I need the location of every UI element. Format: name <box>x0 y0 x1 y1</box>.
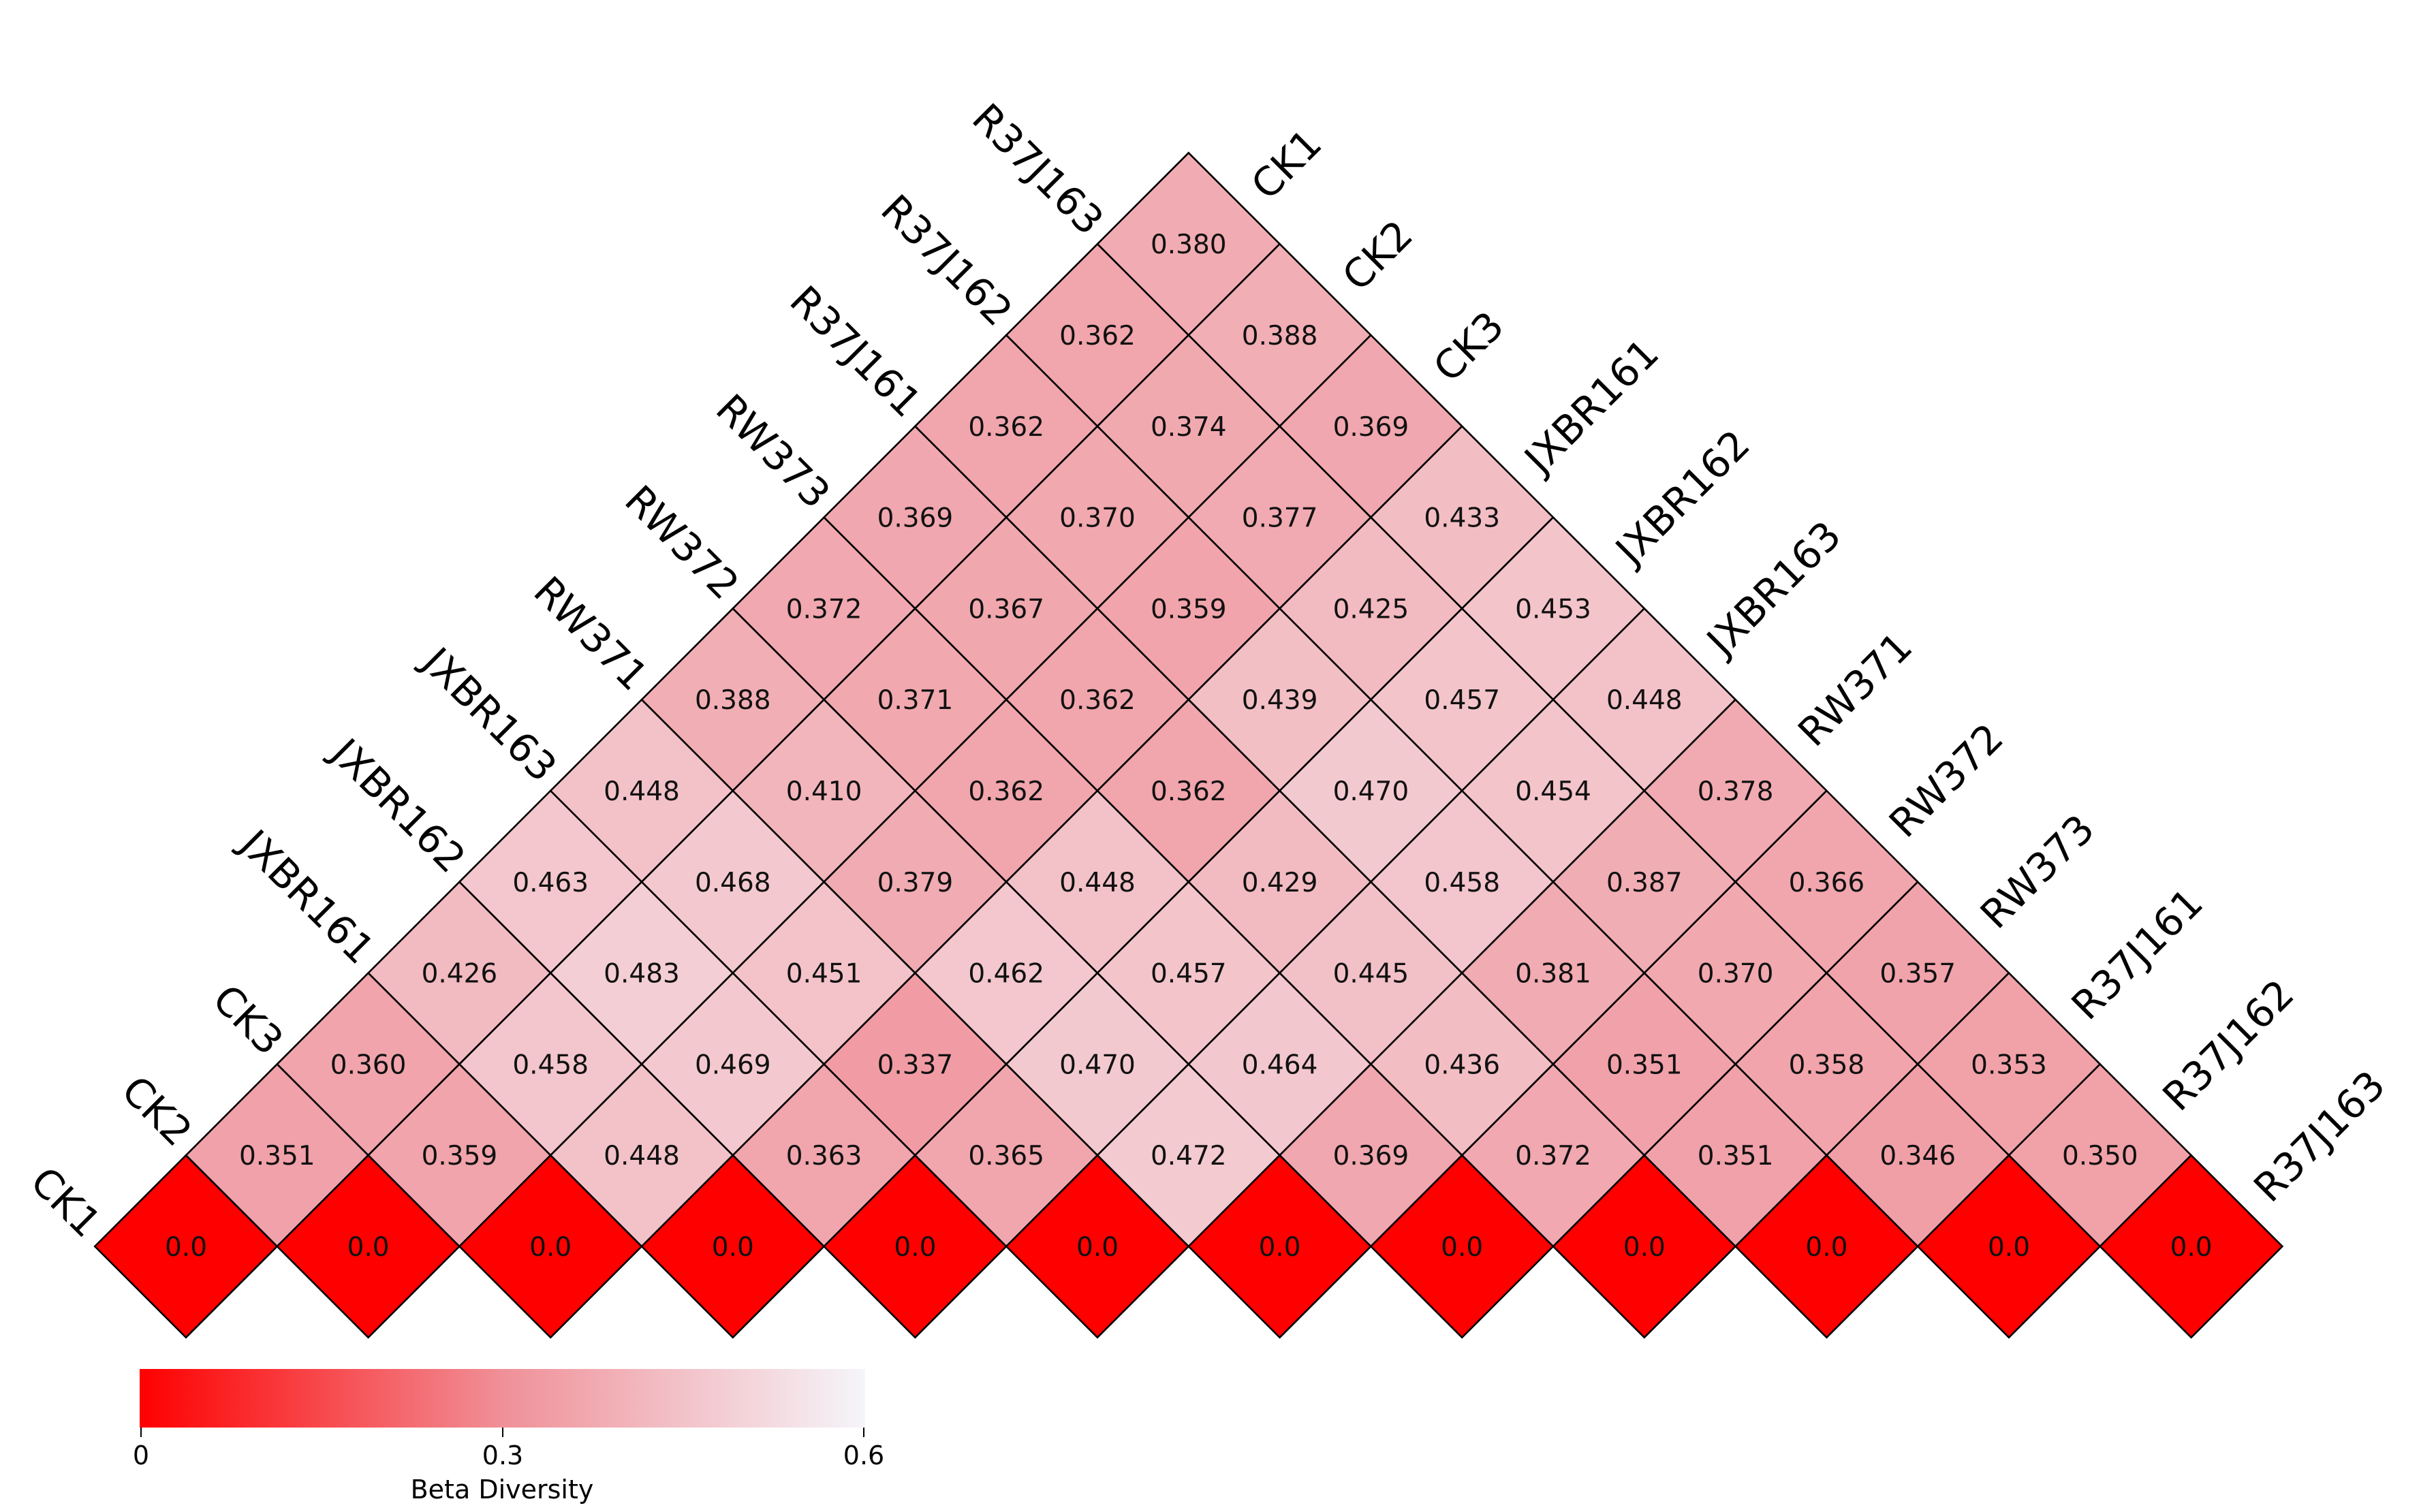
cell-value-JXBR162-JXBR161: 0.363 <box>785 1141 862 1172</box>
cell-value-RW372-CK2: 0.371 <box>877 685 954 716</box>
colorbar-gradient <box>140 1369 865 1428</box>
cell-value-R37J161-JXBR161: 0.439 <box>1241 685 1318 716</box>
cell-value-R37J163-R37J162: 0.350 <box>2061 1141 2138 1172</box>
left-label-RW371: RW371 <box>525 567 657 700</box>
cell-value-JXBR163-CK2: 0.468 <box>694 867 771 898</box>
cell-value-JXBR161-CK1: 0.426 <box>421 958 498 990</box>
left-label-RW372: RW372 <box>616 476 748 609</box>
right-label-R37J163: R37J163 <box>2245 1061 2394 1211</box>
cell-value-CK2-CK2: 0.0 <box>347 1232 390 1263</box>
cell-value-R37J162-RW371: 0.387 <box>1606 867 1683 898</box>
colorbar-tick-label-mid: 0.3 <box>482 1440 524 1470</box>
right-label-RW371: RW371 <box>1789 623 1922 755</box>
cell-value-R37J163-JXBR162: 0.453 <box>1515 594 1591 625</box>
left-label-CK3: CK3 <box>204 975 292 1065</box>
right-label-R37J161: R37J161 <box>2062 879 2212 1029</box>
cell-value-RW372-RW371: 0.369 <box>1332 1141 1409 1172</box>
cell-value-R37J162-CK3: 0.377 <box>1241 503 1318 534</box>
cell-value-R37J162-R37J161: 0.346 <box>1879 1141 1956 1172</box>
cell-value-JXBR163-JXBR162: 0.365 <box>968 1141 1045 1172</box>
cell-value-JXBR162-CK1: 0.463 <box>512 867 589 898</box>
cell-value-RW371-CK2: 0.410 <box>785 776 862 807</box>
cell-value-R37J162-R37J162: 0.0 <box>1987 1232 2031 1263</box>
cell-value-R37J163-RW373: 0.357 <box>1879 958 1956 990</box>
cell-value-CK3-CK1: 0.360 <box>330 1050 407 1081</box>
cell-value-JXBR162-CK3: 0.469 <box>694 1050 771 1081</box>
cell-value-RW372-RW372: 0.0 <box>1441 1232 1484 1263</box>
cell-value-R37J162-CK1: 0.362 <box>1059 321 1136 351</box>
cell-value-R37J163-RW371: 0.378 <box>1697 776 1774 807</box>
cell-value-JXBR161-CK2: 0.458 <box>512 1050 589 1081</box>
cell-value-R37J163-R37J163: 0.0 <box>2170 1232 2213 1263</box>
cell-value-RW372-JXBR162: 0.457 <box>1150 958 1227 990</box>
cell-value-RW372-CK3: 0.362 <box>968 776 1045 807</box>
right-label-CK1: CK1 <box>1242 120 1331 209</box>
left-label-R37J161: R37J161 <box>781 277 931 426</box>
right-label-JXBR163: JXBR163 <box>1698 512 1850 665</box>
right-label-CK2: CK2 <box>1333 211 1422 300</box>
cell-value-JXBR162-JXBR162: 0.0 <box>894 1232 937 1263</box>
cell-value-R37J161-CK3: 0.359 <box>1150 594 1227 625</box>
colorbar-title: Beta Diversity <box>410 1475 594 1505</box>
cell-value-R37J163-RW372: 0.366 <box>1788 867 1865 898</box>
cell-value-CK2-CK1: 0.351 <box>238 1141 315 1172</box>
left-label-RW373: RW373 <box>707 385 839 518</box>
cell-value-CK1-CK1: 0.0 <box>164 1232 208 1263</box>
cell-value-R37J161-RW373: 0.351 <box>1697 1141 1774 1172</box>
cell-value-RW373-RW371: 0.436 <box>1424 1050 1501 1081</box>
right-label-RW372: RW372 <box>1880 714 2012 847</box>
cell-value-R37J161-RW372: 0.351 <box>1606 1050 1683 1081</box>
cell-value-R37J161-CK1: 0.362 <box>968 411 1045 443</box>
cell-value-R37J161-JXBR163: 0.458 <box>1424 867 1501 898</box>
cell-value-R37J162-RW372: 0.370 <box>1697 958 1774 990</box>
cell-value-R37J163-JXBR161: 0.433 <box>1424 503 1501 534</box>
cell-value-RW372-JXBR163: 0.464 <box>1241 1050 1318 1081</box>
left-label-JXBR163: JXBR163 <box>413 638 566 791</box>
colorbar-tick-label-min: 0 <box>132 1440 150 1470</box>
right-label-RW373: RW373 <box>1971 805 2104 938</box>
cell-value-R37J161-R37J161: 0.0 <box>1805 1232 1848 1263</box>
cell-value-RW373-JXBR161: 0.362 <box>1150 776 1227 807</box>
right-label-JXBR161: JXBR161 <box>1515 330 1668 482</box>
cell-value-R37J162-RW373: 0.358 <box>1788 1050 1865 1081</box>
left-label-CK2: CK2 <box>112 1067 202 1156</box>
cell-value-R37J162-JXBR163: 0.454 <box>1515 776 1591 807</box>
cell-value-RW373-RW372: 0.372 <box>1515 1141 1591 1172</box>
cell-value-RW371-JXBR161: 0.462 <box>968 958 1045 990</box>
cell-value-JXBR162-CK2: 0.483 <box>604 958 680 990</box>
cell-value-R37J163-CK2: 0.388 <box>1241 321 1318 351</box>
cell-value-RW371-JXBR163: 0.472 <box>1150 1141 1227 1172</box>
cell-value-RW372-CK1: 0.372 <box>785 594 862 625</box>
cell-value-RW371-CK1: 0.388 <box>694 685 771 716</box>
cell-value-RW371-CK3: 0.379 <box>877 867 954 898</box>
cell-value-CK3-CK3: 0.0 <box>529 1232 572 1263</box>
cell-value-JXBR163-JXBR161: 0.337 <box>877 1050 954 1081</box>
cell-value-RW371-RW371: 0.0 <box>1258 1232 1301 1263</box>
left-label-CK1: CK1 <box>21 1158 110 1246</box>
cell-value-JXBR163-JXBR163: 0.0 <box>1076 1232 1119 1263</box>
right-label-CK3: CK3 <box>1424 302 1513 391</box>
colorbar-tick-label-max: 0.6 <box>843 1440 885 1470</box>
cell-value-JXBR161-CK3: 0.448 <box>604 1141 680 1172</box>
cell-value-CK3-CK2: 0.359 <box>421 1141 498 1172</box>
cell-value-JXBR161-JXBR161: 0.0 <box>711 1232 754 1263</box>
cell-value-R37J162-JXBR162: 0.457 <box>1424 685 1501 716</box>
left-label-R37J163: R37J163 <box>963 94 1113 245</box>
cell-value-RW371-JXBR162: 0.470 <box>1059 1050 1136 1081</box>
cell-value-R37J162-JXBR161: 0.425 <box>1332 594 1409 625</box>
cell-value-JXBR163-CK1: 0.448 <box>604 776 680 807</box>
cell-value-JXBR163-CK3: 0.451 <box>785 958 862 990</box>
cell-value-R37J162-CK2: 0.374 <box>1150 411 1227 443</box>
cell-value-R37J163-CK3: 0.369 <box>1332 411 1409 443</box>
cell-value-R37J163-JXBR163: 0.448 <box>1606 685 1683 716</box>
cell-value-RW373-JXBR163: 0.445 <box>1332 958 1409 990</box>
cell-value-R37J161-RW371: 0.381 <box>1515 958 1591 990</box>
right-label-R37J162: R37J162 <box>2153 971 2303 1120</box>
cell-value-R37J163-CK1: 0.380 <box>1150 230 1227 261</box>
right-label-JXBR162: JXBR162 <box>1606 421 1759 573</box>
left-label-JXBR162: JXBR162 <box>322 729 475 882</box>
cell-value-RW373-CK3: 0.362 <box>1059 685 1136 716</box>
left-label-R37J162: R37J162 <box>872 185 1022 335</box>
cell-value-R37J161-JXBR162: 0.470 <box>1332 776 1409 807</box>
cell-value-R37J163-R37J161: 0.353 <box>1971 1050 2047 1081</box>
cell-value-RW373-JXBR162: 0.429 <box>1241 867 1318 898</box>
cell-value-R37J161-CK2: 0.370 <box>1059 503 1136 534</box>
cell-value-RW373-CK2: 0.367 <box>968 594 1045 625</box>
colorbar <box>133 1369 884 1505</box>
left-label-JXBR161: JXBR161 <box>231 821 384 973</box>
cell-value-RW373-CK1: 0.369 <box>877 503 954 534</box>
cell-value-RW372-JXBR161: 0.448 <box>1059 867 1136 898</box>
cell-value-RW373-RW373: 0.0 <box>1623 1232 1666 1263</box>
